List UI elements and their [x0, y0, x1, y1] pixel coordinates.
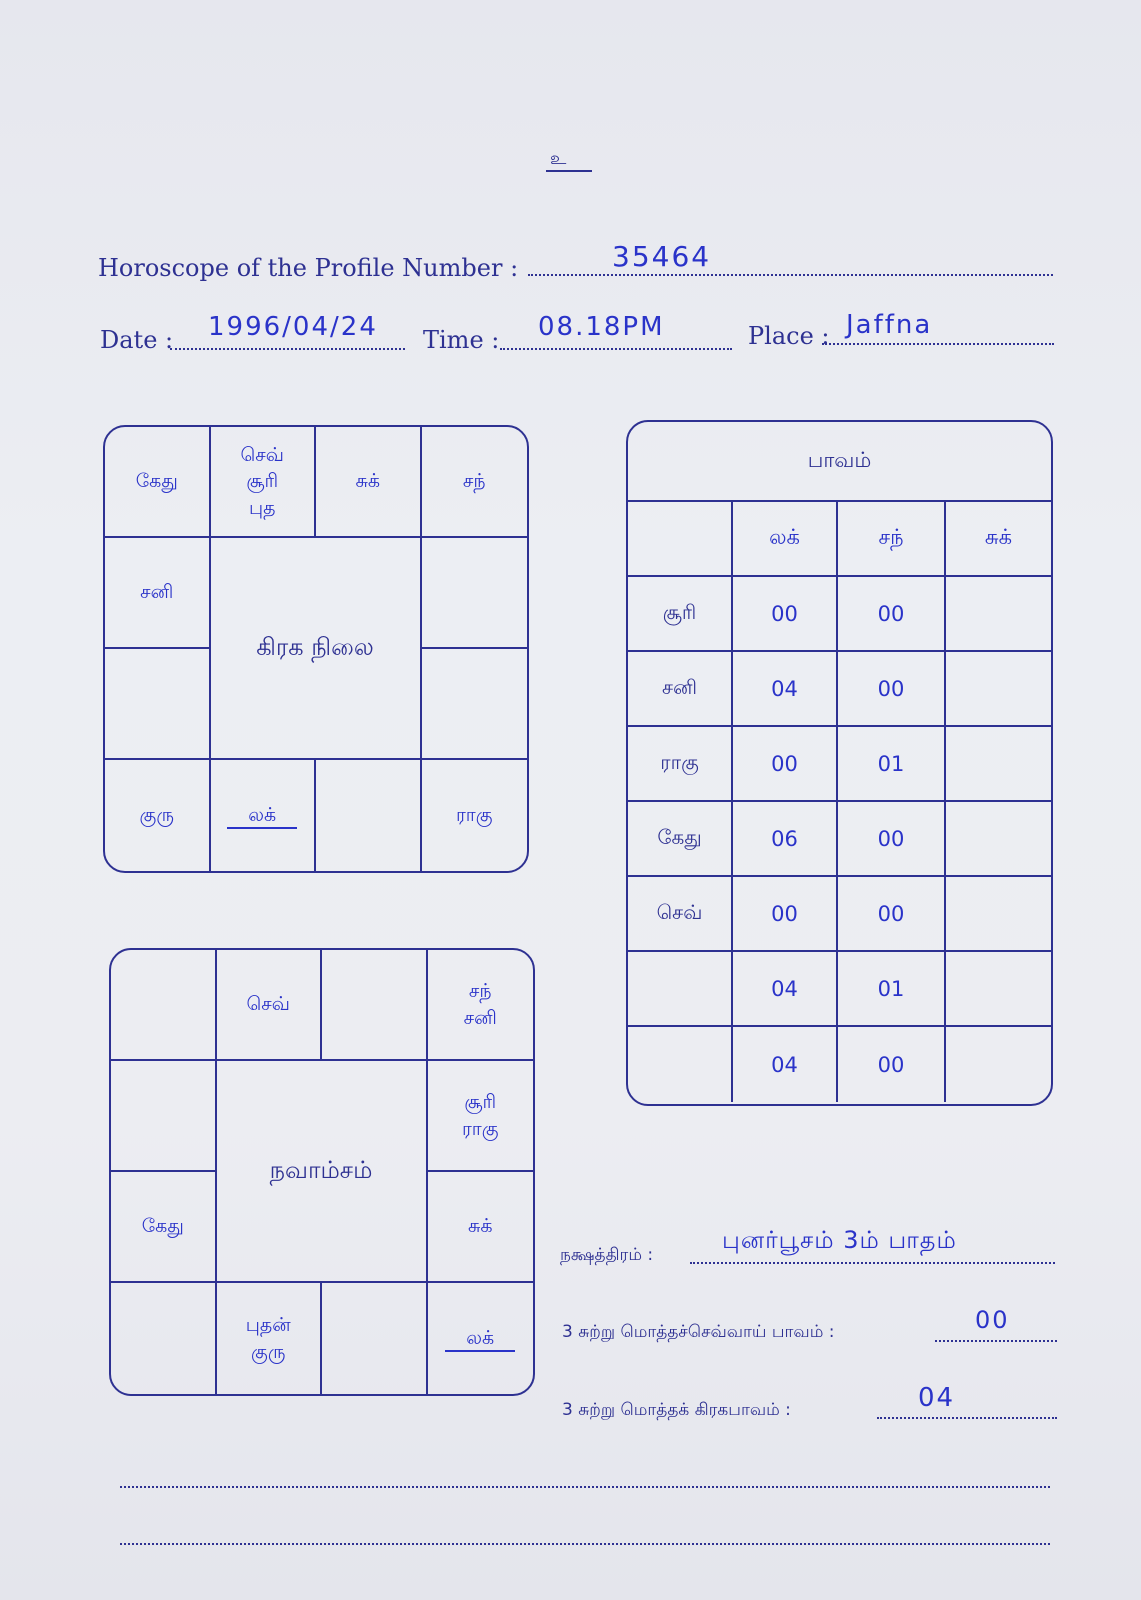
place-value: Jaffna — [846, 310, 933, 340]
planet-label: சனி — [140, 581, 174, 604]
lagna-label: லக் — [248, 804, 277, 827]
date-dots — [170, 348, 405, 350]
navamsam-cell-r3c1 — [111, 1172, 217, 1283]
planet-label: சனி — [463, 1006, 497, 1029]
planet-label: சூரி — [464, 1090, 497, 1113]
planet-label: ராகு — [455, 804, 493, 827]
bhavam-row-planet — [628, 952, 733, 1027]
sevvai-pavam-dots — [935, 1340, 1057, 1342]
rasi-chart — [103, 425, 529, 873]
bhavam-row-planet: ராகு — [628, 727, 733, 802]
rasi-cell-r1c4 — [422, 427, 528, 538]
blank-note-line — [120, 1543, 1050, 1545]
bhavam-table — [626, 420, 1053, 1106]
bhavam-row-sukra-value — [946, 952, 1051, 1027]
bhavam-row-lagna-value: 04 — [733, 1027, 838, 1102]
rasi-cell-r1c2 — [211, 427, 317, 538]
planet-label: சந் — [462, 470, 486, 493]
lagna-underline — [445, 1350, 515, 1352]
bhavam-row-chandra-value: 00 — [838, 802, 946, 877]
time-dots — [500, 348, 732, 350]
bhavam-header-blank — [628, 502, 733, 577]
rasi-cell-r4c2 — [211, 760, 317, 871]
navamsam-center-title — [217, 1061, 428, 1283]
bhavam-row-sukra-value — [946, 577, 1051, 652]
navamsam-cell-r3c4 — [428, 1172, 534, 1283]
profile-number-value: 35464 — [612, 240, 712, 273]
bhavam-row-chandra-value: 00 — [838, 577, 946, 652]
bhavam-row-planet — [628, 1027, 733, 1102]
navamsam-cell-r1c1 — [111, 950, 217, 1061]
planet-label: கேது — [141, 1215, 184, 1238]
navamsam-center-label: நவாம்சம் — [269, 1155, 373, 1184]
bhavam-row-sukra-value — [946, 727, 1051, 802]
navamsam-cell-r1c3 — [322, 950, 428, 1061]
navamsam-cell-r2c1 — [111, 1061, 217, 1172]
bhavam-header-sukra: சுக் — [946, 502, 1051, 577]
kiraga-pavam-dots — [877, 1417, 1057, 1419]
planet-label: சூரி — [246, 470, 279, 493]
bhavam-row-lagna-value: 04 — [733, 652, 838, 727]
blank-note-line — [120, 1486, 1050, 1488]
bhavam-row-lagna-value: 04 — [733, 952, 838, 1027]
rasi-center-title — [211, 538, 422, 760]
planet-label: குரு — [139, 804, 174, 827]
planet-label: குரு — [251, 1340, 286, 1363]
kiraga-pavam-label: 3 சுற்று மொத்தக் கிரகபாவம் : — [562, 1400, 791, 1420]
time-label: Time : — [423, 326, 500, 354]
lagna-label: லக் — [466, 1327, 495, 1350]
rasi-cell-r4c1 — [105, 760, 211, 871]
bhavam-row-sukra-value — [946, 652, 1051, 727]
navamsam-cell-r2c4 — [428, 1061, 534, 1172]
planet-label: புதன் — [245, 1313, 291, 1336]
navamsam-cell-r4c2 — [217, 1283, 323, 1394]
sevvai-pavam-value: 00 — [975, 1306, 1010, 1334]
nakshatra-value: புனர்பூசம் 3ம் பாதம் — [722, 1226, 957, 1254]
rasi-cell-r2c1 — [105, 538, 211, 649]
bhavam-header-lagna: லக் — [733, 502, 838, 577]
time-value: 08.18PM — [538, 312, 665, 342]
planet-label: செவ் — [240, 443, 284, 466]
rasi-cell-r1c1 — [105, 427, 211, 538]
bhavam-row-lagna-value: 00 — [733, 727, 838, 802]
bhavam-row-lagna-value: 00 — [733, 877, 838, 952]
planet-label: சுக் — [355, 470, 381, 493]
bhavam-row-chandra-value: 00 — [838, 1027, 946, 1102]
navamsam-cell-r4c4 — [428, 1283, 534, 1394]
planet-label: ராகு — [461, 1117, 499, 1140]
bhavam-title: பாவம் — [628, 422, 1051, 502]
bhavam-row-planet: கேது — [628, 802, 733, 877]
bhavam-row-chandra-value: 00 — [838, 652, 946, 727]
lagna-underline — [227, 827, 297, 829]
bhavam-row-sukra-value — [946, 1027, 1051, 1102]
planet-label: சந் — [468, 979, 492, 1002]
pillaiyar-suzhi-mark: உ — [550, 148, 567, 169]
bhavam-row-planet: சூரி — [628, 577, 733, 652]
sevvai-pavam-label: 3 சுற்று மொத்தச்செவ்வாய் பாவம் : — [562, 1322, 835, 1342]
bhavam-header-chandra: சந் — [838, 502, 946, 577]
navamsam-chart — [109, 948, 535, 1396]
navamsam-cell-r1c4 — [428, 950, 534, 1061]
planet-label: செவ் — [246, 993, 290, 1016]
profile-number-dots — [528, 274, 1053, 276]
bhavam-row-planet: சனி — [628, 652, 733, 727]
nakshatra-dots — [690, 1262, 1055, 1264]
rasi-cell-r3c1 — [105, 649, 211, 760]
bhavam-row-planet: செவ் — [628, 877, 733, 952]
planet-label: கேது — [135, 470, 178, 493]
bhavam-row-chandra-value: 01 — [838, 952, 946, 1027]
date-value: 1996/04/24 — [208, 312, 378, 342]
bhavam-row-sukra-value — [946, 877, 1051, 952]
bhavam-row-chandra-value: 01 — [838, 727, 946, 802]
rasi-cell-r1c3 — [316, 427, 422, 538]
navamsam-cell-r4c3 — [322, 1283, 428, 1394]
place-label: Place : — [748, 322, 830, 350]
rasi-cell-r2c4 — [422, 538, 528, 649]
place-dots — [822, 343, 1054, 345]
bhavam-grid — [628, 502, 1051, 1102]
planet-label: புத — [248, 496, 276, 519]
rasi-cell-r4c4 — [422, 760, 528, 871]
bhavam-row-lagna-value: 00 — [733, 577, 838, 652]
rasi-center-label: கிரக நிலை — [256, 632, 374, 661]
rasi-cell-r3c4 — [422, 649, 528, 760]
bhavam-row-sukra-value — [946, 802, 1051, 877]
planet-label: சுக் — [467, 1215, 493, 1238]
rasi-cell-r4c3 — [316, 760, 422, 871]
navamsam-cell-r4c1 — [111, 1283, 217, 1394]
mark-underline — [546, 170, 592, 172]
navamsam-cell-r1c2 — [217, 950, 323, 1061]
bhavam-row-lagna-value: 06 — [733, 802, 838, 877]
date-label: Date : — [100, 326, 174, 354]
kiraga-pavam-value: 04 — [918, 1383, 956, 1413]
bhavam-row-chandra-value: 00 — [838, 877, 946, 952]
nakshatra-label: நக்ஷத்திரம் : — [560, 1245, 654, 1265]
profile-number-label: Horoscope of the Profile Number : — [98, 254, 519, 282]
